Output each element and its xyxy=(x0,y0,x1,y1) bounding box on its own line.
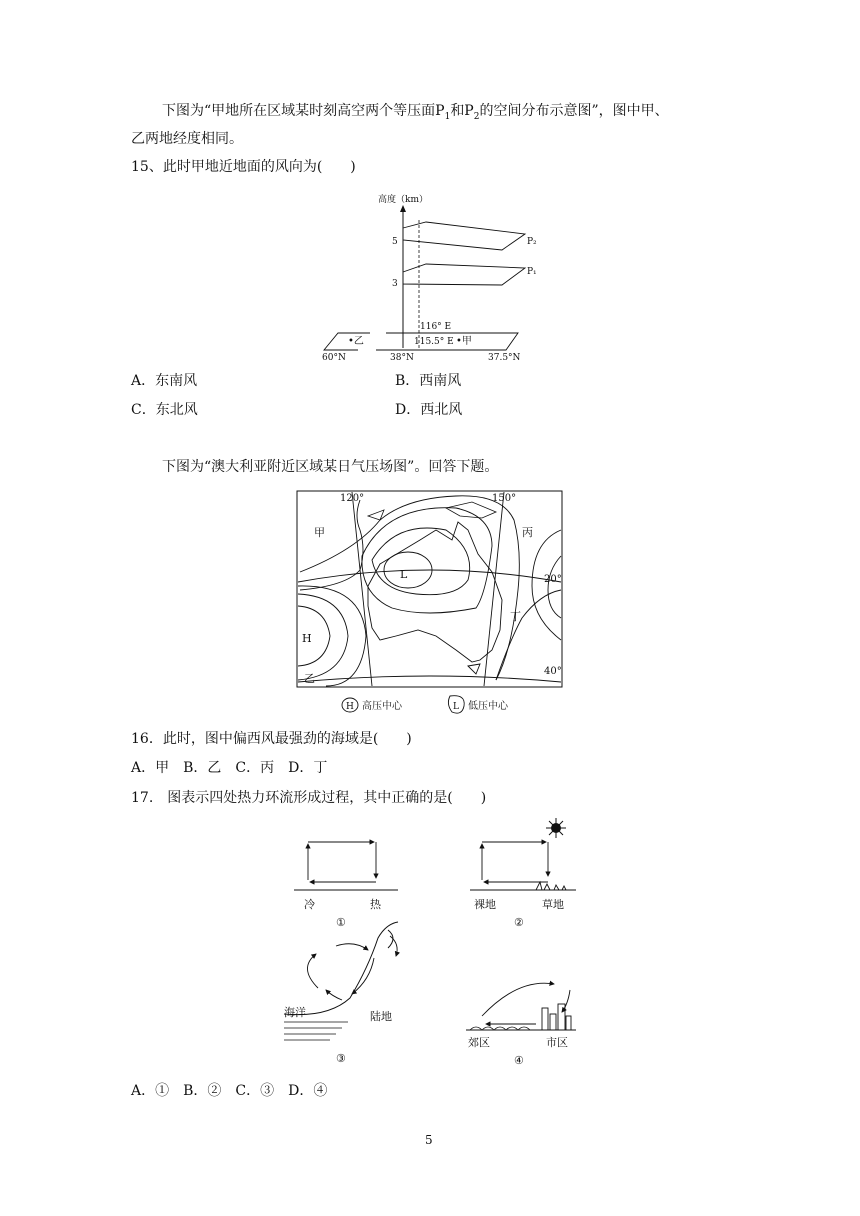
y-tick-3: 3 xyxy=(392,279,398,289)
option-15-d: D．西北风 xyxy=(395,402,463,418)
question-15-stem: 15、此时甲地近地面的风向为( ) xyxy=(131,159,356,175)
y-axis-label: 高度（km） xyxy=(378,195,428,205)
city-buildings-icon xyxy=(542,1004,571,1030)
subscript: 2 xyxy=(473,111,480,122)
region-ding: 丁 xyxy=(510,610,521,623)
moon-icon xyxy=(388,930,393,948)
intro-text-1: 下图为“甲地所在区域某时刻高空两个等压面$P_1$和$P_2$的空间分布示意图”，图中甲、 xyxy=(162,103,669,122)
diagram-1-left: 冷 xyxy=(304,898,315,911)
diagram-2-right: 草地 xyxy=(542,898,564,911)
isobaric-surface-figure xyxy=(318,188,537,364)
diagram-4-right: 市区 xyxy=(546,1036,568,1049)
region-bing: 丙 xyxy=(522,526,533,539)
diagram-3-number: ③ xyxy=(336,1052,346,1065)
thermal-circulation-figure xyxy=(278,818,588,1070)
region-yi: 乙 xyxy=(304,672,315,685)
option-15-a: A．东南风 xyxy=(131,373,198,389)
point-jia: •甲 xyxy=(456,336,472,347)
legend-high-label: 高压中心 xyxy=(362,701,402,712)
australia-pressure-map xyxy=(296,490,566,720)
grass-icon xyxy=(536,882,566,890)
question-17-options: A．① B．② C．③ D．④ xyxy=(131,1083,328,1099)
lat-60-label: 60°N xyxy=(322,353,346,363)
diagram-4-left: 郊区 xyxy=(468,1036,490,1049)
lat-40-label: 40° xyxy=(544,666,562,677)
legend-low-label: 低压中心 xyxy=(468,701,508,712)
region-jia: 甲 xyxy=(314,526,325,539)
diagram-1-number: ① xyxy=(336,916,346,929)
diagram-2-left: 裸地 xyxy=(474,898,496,911)
question-16-options: A．甲 B．乙 C．丙 D．丁 xyxy=(131,760,328,776)
diagram-2-number: ② xyxy=(514,916,524,929)
p2-label: P₂ xyxy=(527,237,537,247)
legend-low-symbol: L xyxy=(453,702,459,712)
lat-20-label: 20° xyxy=(544,574,562,585)
option-15-c: C．东北风 xyxy=(131,402,198,418)
lon-150-label: 150° xyxy=(492,493,517,504)
low-center-label: L xyxy=(400,568,408,581)
point-yi: •乙 xyxy=(348,336,364,347)
diagram-3-right: 陆地 xyxy=(370,1010,392,1023)
question-17-stem: 17. 图表示四处热力环流形成过程，其中正确的是( ) xyxy=(131,790,487,806)
p1-label: P₁ xyxy=(527,267,537,277)
diagram-3-left: 海洋 xyxy=(284,1006,306,1019)
diagram-1-right: 热 xyxy=(370,898,381,911)
lon-116-label: 116° E xyxy=(420,322,452,332)
lon-115-5-label: 115.5° E xyxy=(414,337,454,347)
lon-120-label: 120° xyxy=(340,493,365,504)
legend-high-symbol: H xyxy=(346,702,354,712)
intro-text-1-line2: 乙两地经度相同。 xyxy=(131,131,243,147)
question-16-stem: 16．此时，图中偏西风最强劲的海域是( ) xyxy=(131,731,412,747)
option-15-b: B．西南风 xyxy=(395,373,462,389)
subscript: 1 xyxy=(444,111,451,122)
lat-38-label: 38°N xyxy=(390,353,414,363)
y-tick-5: 5 xyxy=(392,237,398,247)
high-center-label: H xyxy=(302,632,312,645)
lat-37-5-label: 37.5°N xyxy=(488,353,521,363)
page-number: 5 xyxy=(425,1133,433,1147)
intro-text-2: 下图为“澳大利亚附近区域某日气压场图”。回答下题。 xyxy=(162,459,499,475)
diagram-4-number: ④ xyxy=(514,1054,524,1067)
